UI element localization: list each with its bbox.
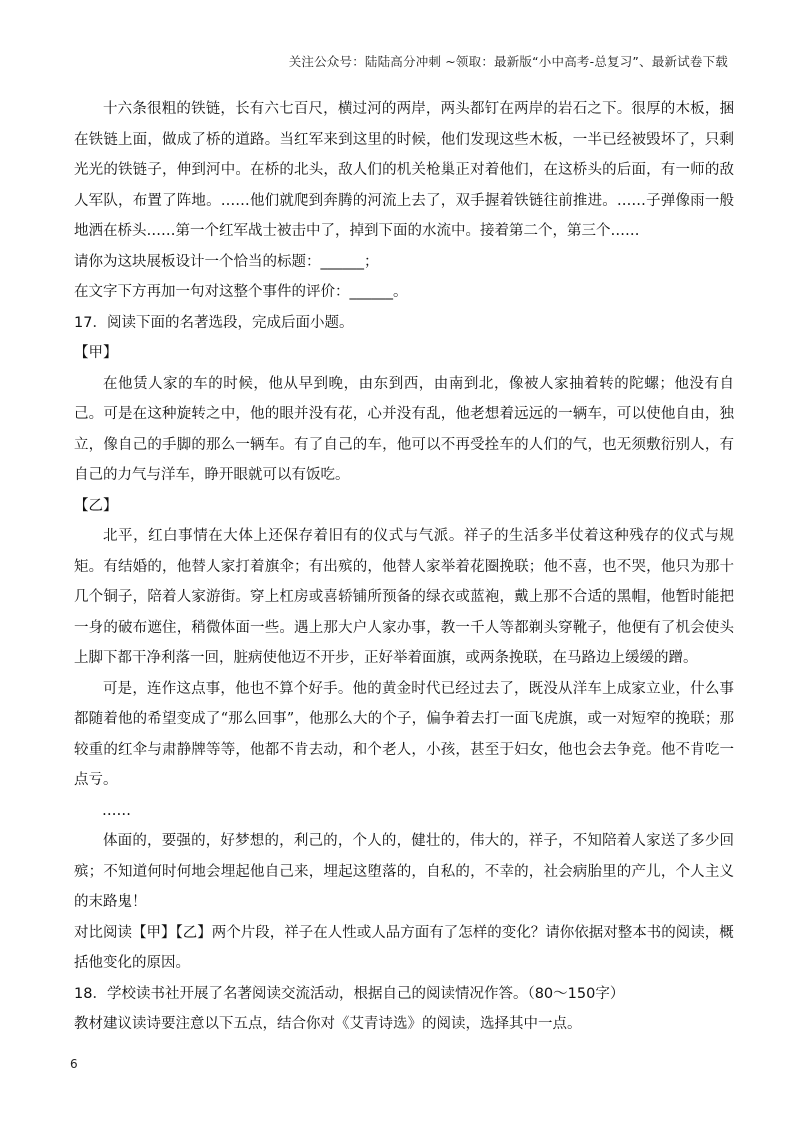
passage-excerpt: 十六条很粗的铁链，长有六七百尺，横过河的两岸，两头都钉在两岸的岩石之下。很厚的木板，捆在铁链上面，做成了桥的道路。当红军来到这里的时候，他们发现这些木板，一半已经被毁坏了，只剩光光的铁链子，伸到河中。在桥的北头，敌人们的机关枪巢正对着他们，在这桥头的后面，有一师的敌人军队，布置了阵地。……他们就爬到奔腾的河流上去了，双手握着铁链往前推进。……子弹像雨一般地洒在桥头……第一个红军战士被击中了，掉到下面的水流中。接着第二个，第三个…… [74,101,734,239]
q17-yi-paragraph-1: 北平，红白事情在大体上还保存着旧有的仪式与气派。祥子的生活多半仗着这种残存的仪式与规矩。有结婚的，他替人家打着旗伞；有出殡的，他替人家举着花圈挽联；他不喜，也不哭，他只为那十几个铜子，陪着人家游街。穿上杠房或喜轿铺所预备的绿衣或蓝袍，戴上那不合适的黑帽，他暂时能把一身的破布遮住，稍微体面一些。遇上那大户人家办事，教一千人等都剃头穿靴子，他便有了机会使头上脚下都干净利落一回，脏病使他迈不开步，正好举着面旗，或两条挽联，在马路边上缓缓的蹭。 [74,528,734,666]
q17-yi-paragraph-2: 可是，连作这点事，他也不算个好手。他的黄金时代已经过去了，既没从洋车上成家立业，什么事都随着他的希望变成了“那么回事”，他那么大的个子，偏争着去打一面飞虎旗，或一对短窄的挽联；那较重的红伞与肃静牌等等，他都不肯去动，和个老人，小孩，甚至于妇女，他也会去争竞。他不肯吃一点亏。 [74,680,734,788]
q17-yi-paragraph-3: 体面的，要强的，好梦想的，利己的，个人的，健壮的，伟大的，祥子，不知陪着人家送了多少回殡；不知道何时何地会埋起他自己来，埋起这堕落的，自私的，不幸的，社会病胎里的产儿，个人主义的末路鬼！ [74,833,734,910]
q17-jia-label: 【甲】 [74,345,118,361]
q16-comment-prompt: 在文字下方再加一句对这整个事件的评价：______。 [74,284,408,300]
q16-title-prompt: 请你为这块展板设计一个恰当的标题：______； [74,253,379,270]
q17-ellipsis: …… [102,802,131,819]
q17-title: 17．阅读下面的名著选段，完成后面小题。 [74,314,354,331]
document-body [74,94,734,1040]
q17-yi-label: 【乙】 [74,497,118,514]
page-number: 6 [70,1057,78,1071]
q17-question: 对比阅读【甲】【乙】两个片段，祥子在人性或人品方面有了怎样的变化？请你依据对整本书的阅读，概括他变化的原因。 [74,924,734,971]
q18-text: 教材建议读诗要注意以下五点，结合你对《艾青诗选》的阅读，选择其中一点。 [74,1016,582,1032]
page-header: 关注公众号：陆陆高分冲刺 ~领取：最新版“小中高考-总复习”、最新试卷下载 [288,54,728,69]
q17-jia-text: 在他赁人家的车的时候，他从早到晚，由东到西，由南到北，像被人家抽着转的陀螺；他没有自己。可是在这种旋转之中，他的眼并没有花，心并没有乱，他老想着远远的一辆车，可以使他自由，独立，像自己的手脚的那么一辆车。有了自己的车，他可以不再受拴车的人们的气，也无须敷衍别人，有自己的力气与洋车，睁开眼就可以有饭吃。 [74,375,734,483]
q18-title: 18．学校读书社开展了名著阅读交流活动，根据自己的阅读情况作答。（80～150字） [74,985,625,1002]
